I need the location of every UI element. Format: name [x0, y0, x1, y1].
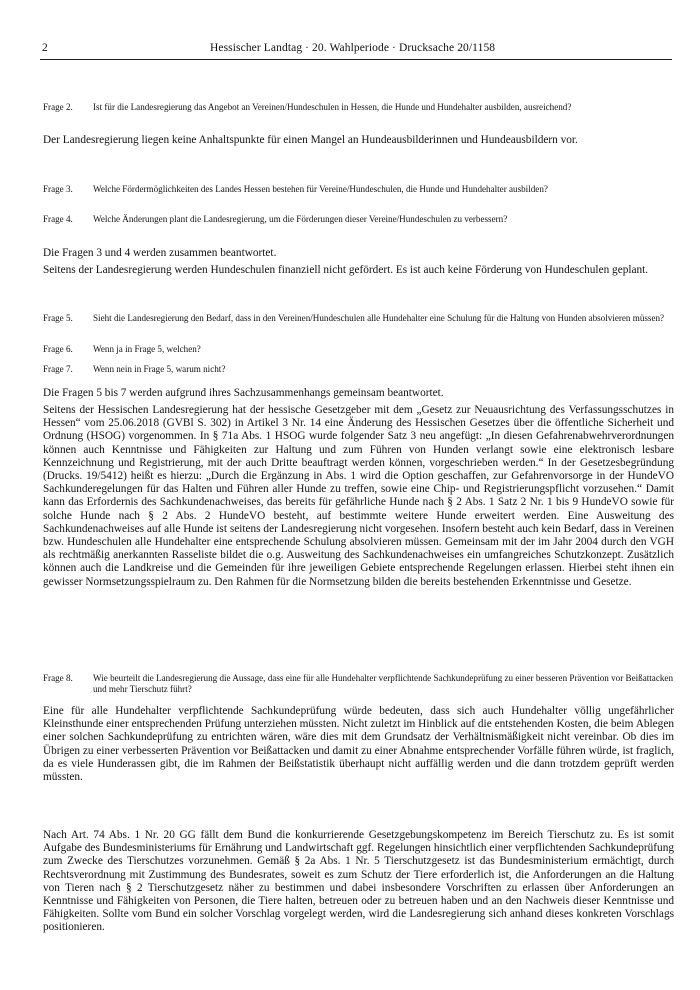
- answer-8-paragraph-1: Eine für alle Hundehalter verpflichtende Sachkundeprüfung würde bedeuten, dass sich auch Hundehalter völlig ungefährlicher Kleinsthunde einer entsprechenden Prüfung unterziehen müssten. Nicht zuletzt im Hinblick auf die entstehenden Kosten, die beim Ablegen einer solchen Sachkundeprüfung zu entrichten wären, wäre dies mit dem Grundsatz der Verhältnismäßigkeit nicht vereinbar. Ob dies im Übrigen zu einer verbesserten Prävention vor Beißattacken und damit zu einer Abnahme entsprechender Vorfälle führen würde, ist fraglich, da es viele Hunderassen gibt, die im Rahmen der Beißstatistik überhaupt nicht auffällig werden und die dann trotzdem geprüft werden müssten.: [43, 705, 674, 784]
- question-label: Frage 7.: [43, 364, 73, 374]
- question-5: [43, 313, 673, 337]
- question-text: Welche Fördermöglichkeiten des Landes Hessen bestehen für Vereine/Hundeschulen, die Hunde und Hundehalter ausbilden?: [93, 184, 548, 194]
- question-7: [43, 364, 673, 376]
- question-text: Welche Änderungen plant die Landesregierung, um die Förderungen dieser Vereine/Hundeschulen zu verbessern?: [93, 214, 508, 224]
- question-label: Frage 8.: [43, 673, 73, 683]
- question-2: [43, 102, 673, 126]
- question-text: Wie beurteilt die Landesregierung die Aussage, dass eine für alle Hundehalter verpflichtende Sachkundeprüfung zu einer besseren Prävention vor Beißattacken und mehr Tierschutz führt?: [93, 673, 673, 694]
- answer-3-4-intro: Die Fragen 3 und 4 werden zusammen beantwortet.: [43, 247, 277, 259]
- question-8: [43, 673, 673, 697]
- question-label: Frage 2.: [43, 102, 73, 112]
- question-label: Frage 4.: [43, 214, 73, 224]
- answer-5-7: Seitens der Hessischen Landesregierung hat der hessische Gesetzgeber mit dem „Gesetz zur Neuausrichtung des Verfassungsschutzes in Hessen“ vom 25.06.2018 (GVBl S. 302) in Artikel 3 Nr. 14 eine Änderung des Hessischen Gesetzes über die öffentliche Sicherheit und Ordnung (HSOG) vorgenommen. In § 71a Abs. 1 HSOG wurde folgender Satz 3 neu angefügt: „In diesen Gefahrenabwehrverordnungen können auch Kenntnisse und Fähigkeiten zur Haltung und zum Führen von Hunden verlangt sowie eine elektronisch lesbare Kennzeichnung und Registrierung, mit der auch Dritte beauftragt werden können, vorgeschrieben werden.“ In der Gesetzesbegründung (Drucks. 19/5412) heißt es hierzu: „Durch die Ergänzung in Abs. 1 wird die Option geschaffen, zur Gefahrenvorsorge in der HundeVO Sachkunderegelungen für das Halten und Führen aller Hunde zu treffen, sowie eine Chip- und Registrierungspflicht vorzusehen.“ Damit kann das Erfordernis des Sachkundenachweises, das bereits für gefährliche Hunde nach § 2 Abs. 1 Satz 2 Nr. 1 bis 9 HundeVO sowie für solche Hunde nach § 2 Abs. 2 HundeVO besteht, auf bestimmte weitere Hunde erweitert werden. Eine Ausweitung des Sachkundenachweises auf alle Hunde ist seitens der Landesregierung nicht vorgesehen. Insofern besteht auch kein Bedarf, dass in Vereinen bzw. Hundeschulen alle Hundehalter eine entsprechende Schulung absolvieren müssen. Gemeinsam mit der im Jahr 2004 durch den VGH als rechtmäßig anerkannten Rasseliste bildet die o.g. Ausweitung des Sachkundenachweises ein umfangreiches Schutzkonzept. Zusätzlich können auch die Landkreise und die Gemeinden für ihre jeweiligen Gebiete entsprechende Regelungen erlassen. Hierbei steht ihnen ein gewisser Normsetzungsspielraum zu. Den Rahmen für die Normsetzung bilden die bereits bestehenden Erkenntnisse und Gesetze.: [43, 404, 674, 588]
- page-number: 2: [42, 42, 48, 54]
- answer-2: Der Landesregierung liegen keine Anhaltspunkte für einen Mangel an Hundeausbilderinnen und Hundeausbildern vor.: [43, 134, 578, 146]
- question-6: [43, 344, 673, 356]
- question-3: [43, 184, 673, 208]
- question-text: Ist für die Landesregierung das Angebot an Vereinen/Hundeschulen in Hessen, die Hunde und Hundehalter ausbilden, ausreichend?: [93, 102, 572, 112]
- header-rule: [40, 59, 672, 60]
- question-label: Frage 3.: [43, 184, 73, 194]
- question-label: Frage 5.: [43, 313, 73, 323]
- question-label: Frage 6.: [43, 344, 73, 354]
- answer-8-paragraph-2: Nach Art. 74 Abs. 1 Nr. 20 GG fällt dem Bund die konkurrierende Gesetzgebungskompetenz im Bereich Tierschutz zu. Es ist somit Aufgabe des Bundesministeriums für Ernährung und Landwirtschaft ggf. Regelungen hinsichtlich einer verpflichtenden Sachkundeprüfung zum Zwecke des Tierschutzes vorzunehmen. Gemäß § 2a Abs. 1 Nr. 5 Tierschutzgesetz ist das Bundesministerium ermächtigt, durch Rechtsverordnung mit Zustimmung des Bundesrates, soweit es zum Schutz der Tiere erforderlich ist, die Anforderungen an die Haltung von Tieren nach § 2 Tierschutzgesetz näher zu bestimmen und dabei insbesondere Vorschriften zu erlassen über Anforderungen an Kenntnisse und Fähigkeiten von Personen, die Tiere halten, betreuen oder zu betreuen haben und an den Nachweis dieser Kenntnisse und Fähigkeiten. Sollte vom Bund ein solcher Vorschlag vorgelegt werden, wird die Landesregierung sich anhand dieses konkreten Vorschlags positionieren.: [43, 829, 674, 934]
- question-text: Wenn nein in Frage 5, warum nicht?: [93, 364, 226, 374]
- question-4: [43, 214, 673, 238]
- running-title: Hessischer Landtag · 20. Wahlperiode · Drucksache 20/1158: [210, 42, 496, 54]
- answer-5-7-intro: Die Fragen 5 bis 7 werden aufgrund ihres Sachzusammenhangs gemeinsam beantwortet.: [43, 387, 444, 399]
- question-text: Sieht die Landesregierung den Bedarf, dass in den Vereinen/Hundeschulen alle Hundehalter eine Schulung für die Haltung von Hunden absolvieren müssen?: [93, 313, 665, 323]
- answer-3-4: Seitens der Landesregierung werden Hundeschulen finanziell nicht gefördert. Es ist auch keine Förderung von Hundeschulen geplant.: [43, 264, 649, 276]
- page-header: [40, 42, 672, 58]
- question-text: Wenn ja in Frage 5, welchen?: [93, 344, 201, 354]
